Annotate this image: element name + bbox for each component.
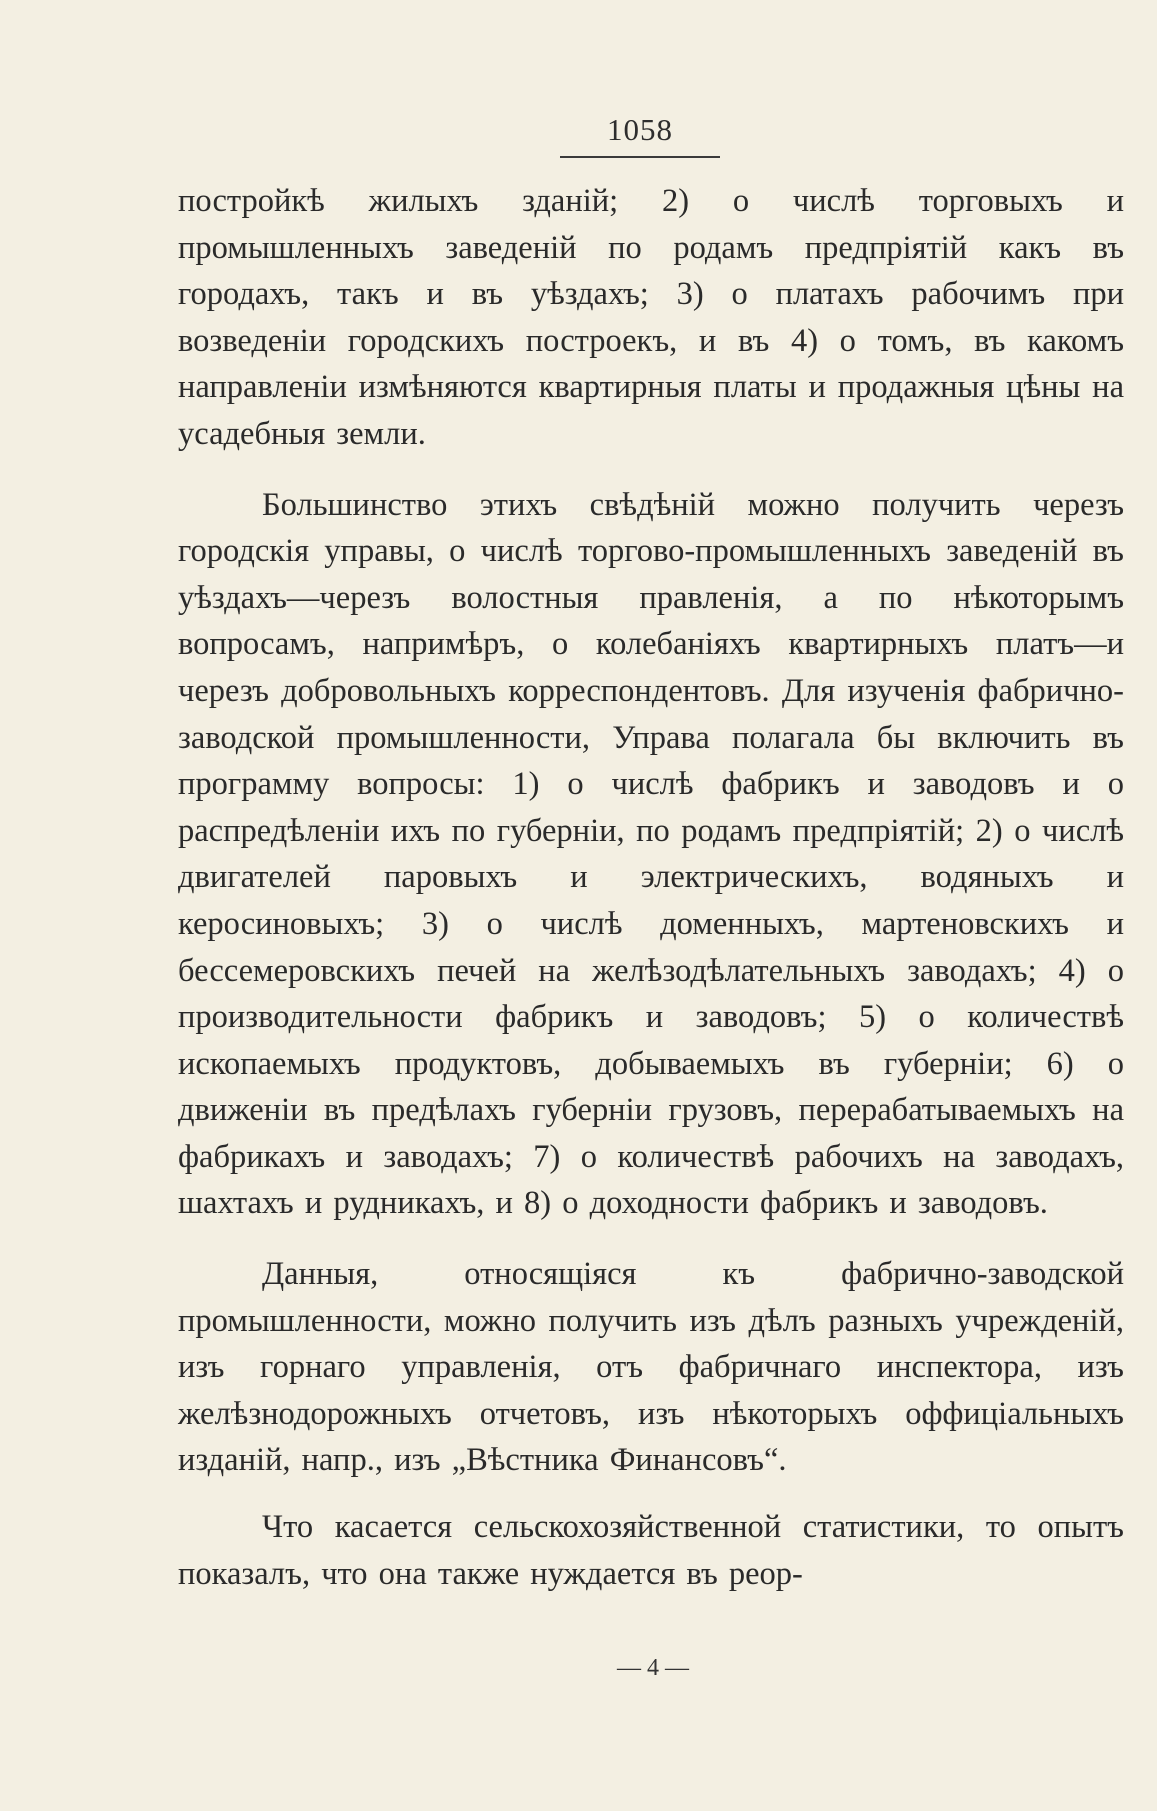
paragraph-3: Данныя, относящіяся къ фабрично-заводской промышленности, можно получить изъ дѣлъ разныхъ учрежденій, изъ горнаго управленія, отъ фабричнаго инспектора, изъ желѣзнодорожныхъ отчетовъ, изъ нѣкоторыхъ оффиціальныхъ изданій, напр., изъ „Вѣстника Финансовъ“. (178, 1256, 1124, 1479)
body-text (178, 178, 1124, 1597)
signature-mark: — 4 — (617, 1655, 689, 1681)
paragraph-2: Большинство этихъ свѣдѣній можно получить черезъ городскія управы, о числѣ торгово-промышленныхъ заведеній въ уѣздахъ—черезъ волостныя правленія, а по нѣкоторымъ вопросамъ, напримѣръ, о колебаніяхъ квартирныхъ платъ—и черезъ добровольныхъ корреспондентовъ. Для изученія фабрично-заводской промышленности, Управа полагала бы включить въ программу вопросы: 1) о числѣ фабрикъ и заводовъ и о распредѣленіи ихъ по губерніи, по родамъ предпріятій; 2) о числѣ двигателей паровыхъ и электрическихъ, водяныхъ и керосиновыхъ; 3) о числѣ доменныхъ, мартеновскихъ и бессемеровскихъ печей на желѣзодѣлательныхъ заводахъ; 4) о производительности фабрикъ и заводовъ; 5) о количествѣ ископаемыхъ продуктовъ, добываемыхъ въ губерніи; 6) о движеніи въ предѣлахъ губерніи грузовъ, перерабатываемыхъ на фабрикахъ и заводахъ; 7) о количествѣ рабочихъ на заводахъ, шахтахъ и рудникахъ, и 8) о доходности фабрикъ и заводовъ. (178, 486, 1124, 1222)
paragraph-1: постройкѣ жилыхъ зданій; 2) о числѣ торговыхъ и промышленныхъ заведеній по родамъ предпріятій какъ въ городахъ, такъ и въ уѣздахъ; 3) о платахъ рабочимъ при возведеніи городскихъ построекъ, и въ 4) о томъ, въ какомъ направленіи измѣняются квартирныя платы и продажныя цѣны на усадебныя земли. (178, 183, 1124, 452)
paragraph-4: Что касается сельскохозяйственной статистики, то опытъ показалъ, что она также нуждается въ реор- (178, 1509, 1124, 1592)
page-number: 1058 (560, 112, 720, 158)
